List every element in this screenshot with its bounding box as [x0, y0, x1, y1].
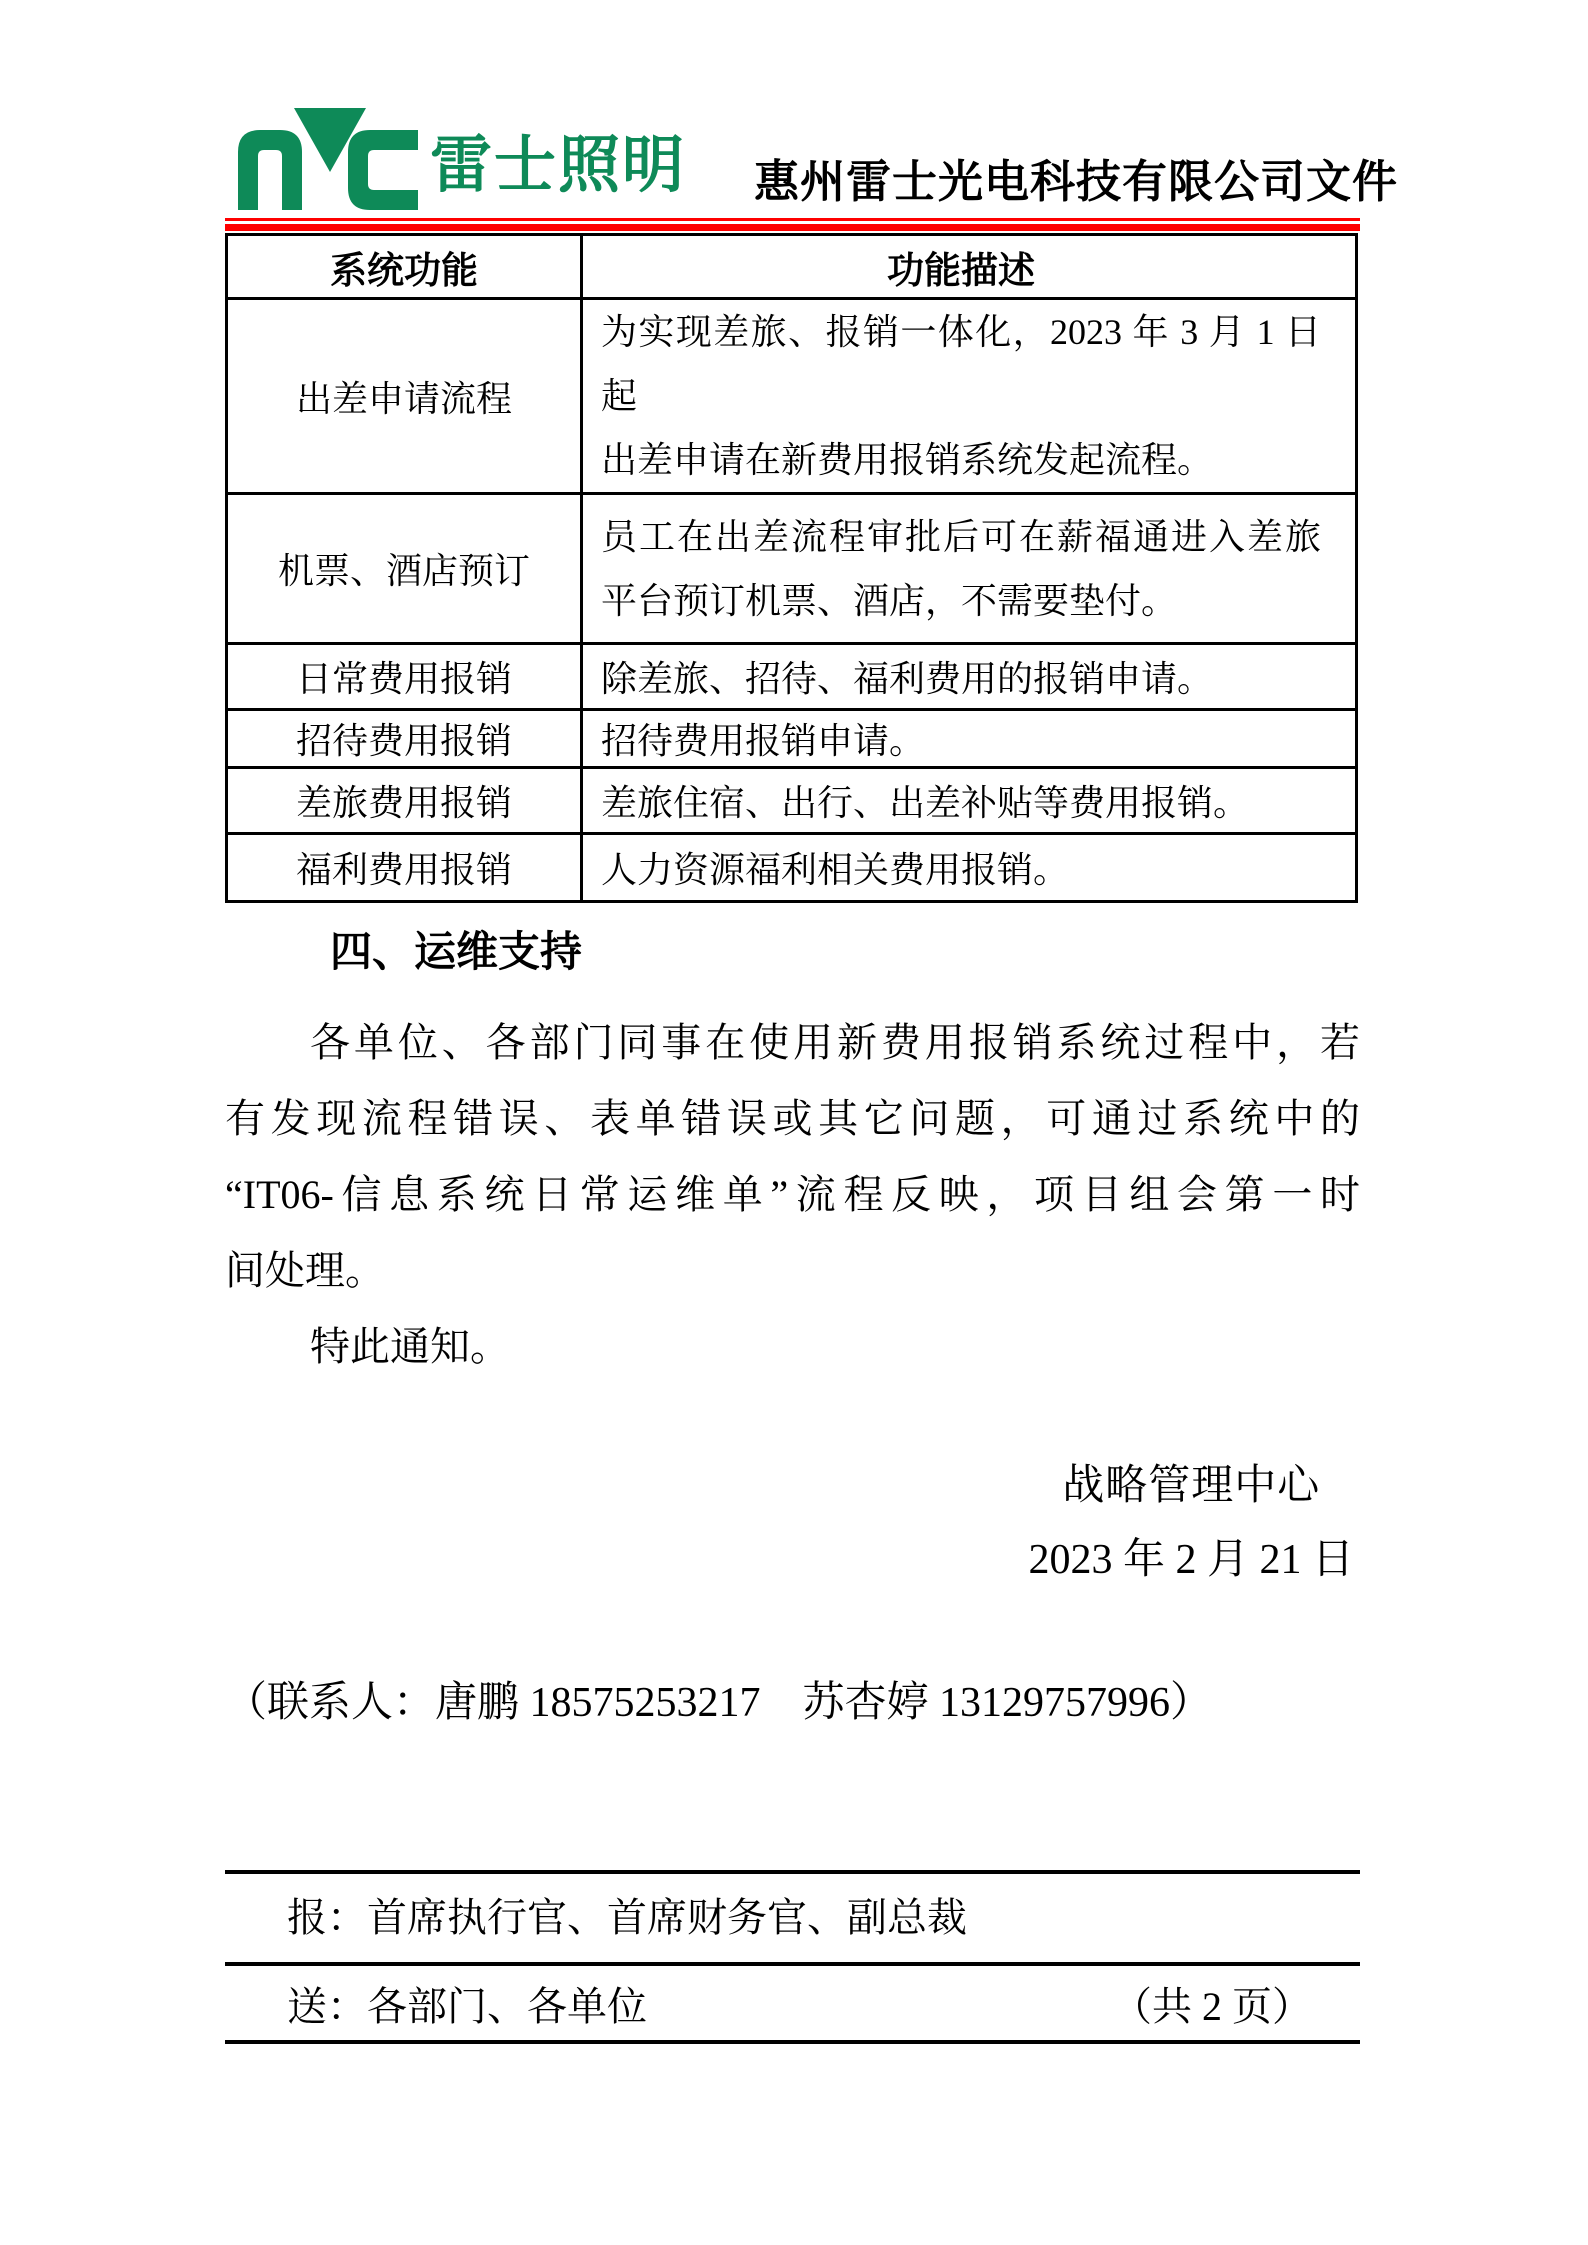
cell-description: [582, 768, 1357, 834]
cell-line: 差旅住宿、出行、出差补贴等费用报销。: [601, 783, 1250, 823]
cell-function: 出差申请流程: [227, 299, 582, 494]
cell-function: 福利费用报销: [227, 834, 582, 902]
document-header: [0, 0, 1588, 218]
table-row: [227, 494, 1357, 644]
document-body: [225, 233, 1360, 2044]
cell-description: [582, 834, 1357, 902]
distribution-footer: [225, 1870, 1360, 2044]
cell-function: 招待费用报销: [227, 710, 582, 768]
send-to-line: [225, 1966, 1360, 2040]
table-row: [227, 710, 1357, 768]
nvc-logo-icon: [238, 108, 418, 210]
header-red-divider: [225, 218, 1360, 231]
table-header-row: [227, 235, 1357, 299]
report-to-line: 报：首席执行官、首席财务官、副总裁: [287, 1895, 967, 1940]
paragraph-line: 各单位、各部门同事在使用新费用报销系统过程中，若: [310, 1020, 1360, 1065]
cell-description: [582, 299, 1357, 494]
cell-line: 人力资源福利相关费用报销。: [601, 850, 1070, 890]
paragraph-line: “IT06-信息系统日常运维单”流程反映，项目组会第一时: [225, 1172, 1360, 1217]
signature-date: 2023 年 2 月 21 日: [1028, 1537, 1354, 1583]
contact-line: （联系人：唐鹏 18575253217 苏杏婷 13129757996）: [225, 1680, 1213, 1726]
paragraph-line: 间处理。: [225, 1248, 385, 1293]
paragraph: [225, 1005, 1360, 1385]
table-row: [227, 768, 1357, 834]
table-row: [227, 834, 1357, 902]
cell-line: 平台预订机票、酒店，不需要垫付。: [601, 580, 1178, 621]
signature-block: [1028, 1449, 1354, 1597]
document-title: 惠州雷士光电科技有限公司文件: [753, 157, 1398, 207]
column-header-description: 功能描述: [582, 235, 1357, 299]
footer-rule: [225, 2040, 1360, 2044]
system-function-table: [225, 233, 1358, 903]
red-rule-thick: [225, 224, 1360, 231]
signature-org: 战略管理中心: [1062, 1463, 1321, 1509]
cell-line: 除差旅、招待、福利费用的报销申请。: [601, 659, 1214, 699]
cell-line: 员工在出差流程审批后可在薪福通进入差旅: [601, 516, 1321, 557]
column-header-function: 系统功能: [227, 235, 582, 299]
section-heading: 四、运维支持: [330, 928, 583, 975]
paragraph-line: 有发现流程错误、表单错误或其它问题，可通过系统中的: [225, 1096, 1360, 1141]
cell-function: 日常费用报销: [227, 644, 582, 710]
cell-description: [582, 710, 1357, 768]
closing-line: 特此通知。: [310, 1324, 510, 1369]
cell-line: 出差申请在新费用报销系统发起流程。: [601, 440, 1214, 480]
table-row: [227, 644, 1357, 710]
table-row: [227, 299, 1357, 494]
send-to-label: 送：各部门、各单位: [287, 1983, 647, 2029]
cell-line: 为实现差旅、报销一体化，2023 年 3 月 1 日起: [601, 312, 1321, 416]
cell-description: [582, 644, 1357, 710]
company-logo: [238, 108, 686, 210]
cell-description: [582, 494, 1357, 644]
cell-function: 差旅费用报销: [227, 768, 582, 834]
page-count: （共 2 页）: [1112, 1983, 1312, 2029]
cell-function: 机票、酒店预订: [227, 494, 582, 644]
cell-line: 招待费用报销申请。: [601, 721, 926, 761]
logo-brand-text: 雷士照明: [430, 130, 687, 200]
